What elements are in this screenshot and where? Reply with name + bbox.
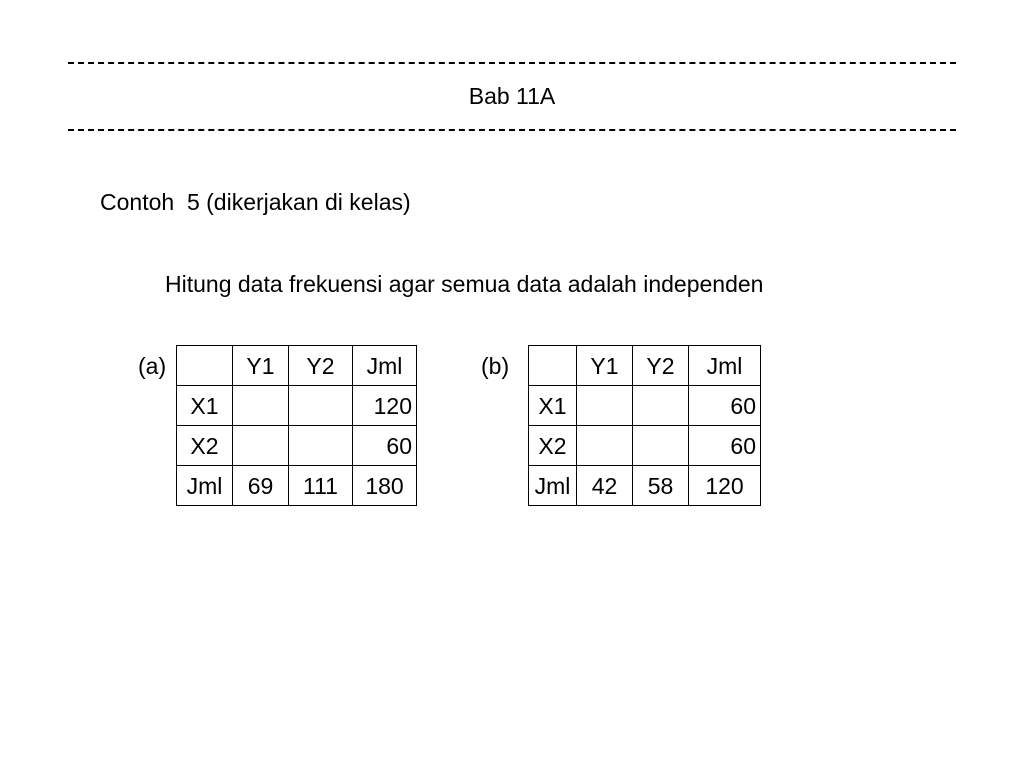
table-cell [633,386,689,426]
table-cell [633,426,689,466]
table-cell [289,386,353,426]
table-header-row [529,346,761,386]
table-cell: 120 [353,386,417,426]
table-header-cell: Y1 [233,346,289,386]
row-header-cell: Jml [529,466,577,506]
row-header-cell: Jml [177,466,233,506]
table-cell: 58 [633,466,689,506]
table-b-label: (b) [481,353,510,379]
table-cell: 111 [289,466,353,506]
example-heading: Contoh 5 (dikerjakan di kelas) [100,189,411,215]
row-header-cell: X1 [177,386,233,426]
table-header-cell: Y2 [289,346,353,386]
table-cell [529,346,577,386]
table-cell: 60 [689,386,761,426]
row-header-cell: X2 [529,426,577,466]
table-cell [233,426,289,466]
table-cell: 42 [577,466,633,506]
table-cell [289,426,353,466]
table-row [177,426,417,466]
table-cell: 60 [353,426,417,466]
table-row [177,386,417,426]
table-cell: 120 [689,466,761,506]
table-row [529,466,761,506]
table-header-cell: Y2 [633,346,689,386]
table-cell [577,386,633,426]
table-cell [577,426,633,466]
table-header-row [177,346,417,386]
table-header-cell: Jml [353,346,417,386]
instruction-text: Hitung data frekuensi agar semua data adalah independen [165,271,764,297]
table-row [177,466,417,506]
table-cell: 60 [689,426,761,466]
table-cell [233,386,289,426]
frequency-table-b [528,345,761,506]
frequency-table-a [176,345,417,506]
table-a-label: (a) [138,353,167,379]
table-header-cell: Y1 [577,346,633,386]
table-cell: 69 [233,466,289,506]
table-cell [177,346,233,386]
table-row [529,386,761,426]
table-header-cell: Jml [689,346,761,386]
row-header-cell: X1 [529,386,577,426]
top-dashed-rule [68,62,956,64]
slide-title: Bab 11A [468,83,556,109]
table-cell: 180 [353,466,417,506]
bottom-dashed-rule [68,129,956,131]
row-header-cell: X2 [177,426,233,466]
table-row [529,426,761,466]
